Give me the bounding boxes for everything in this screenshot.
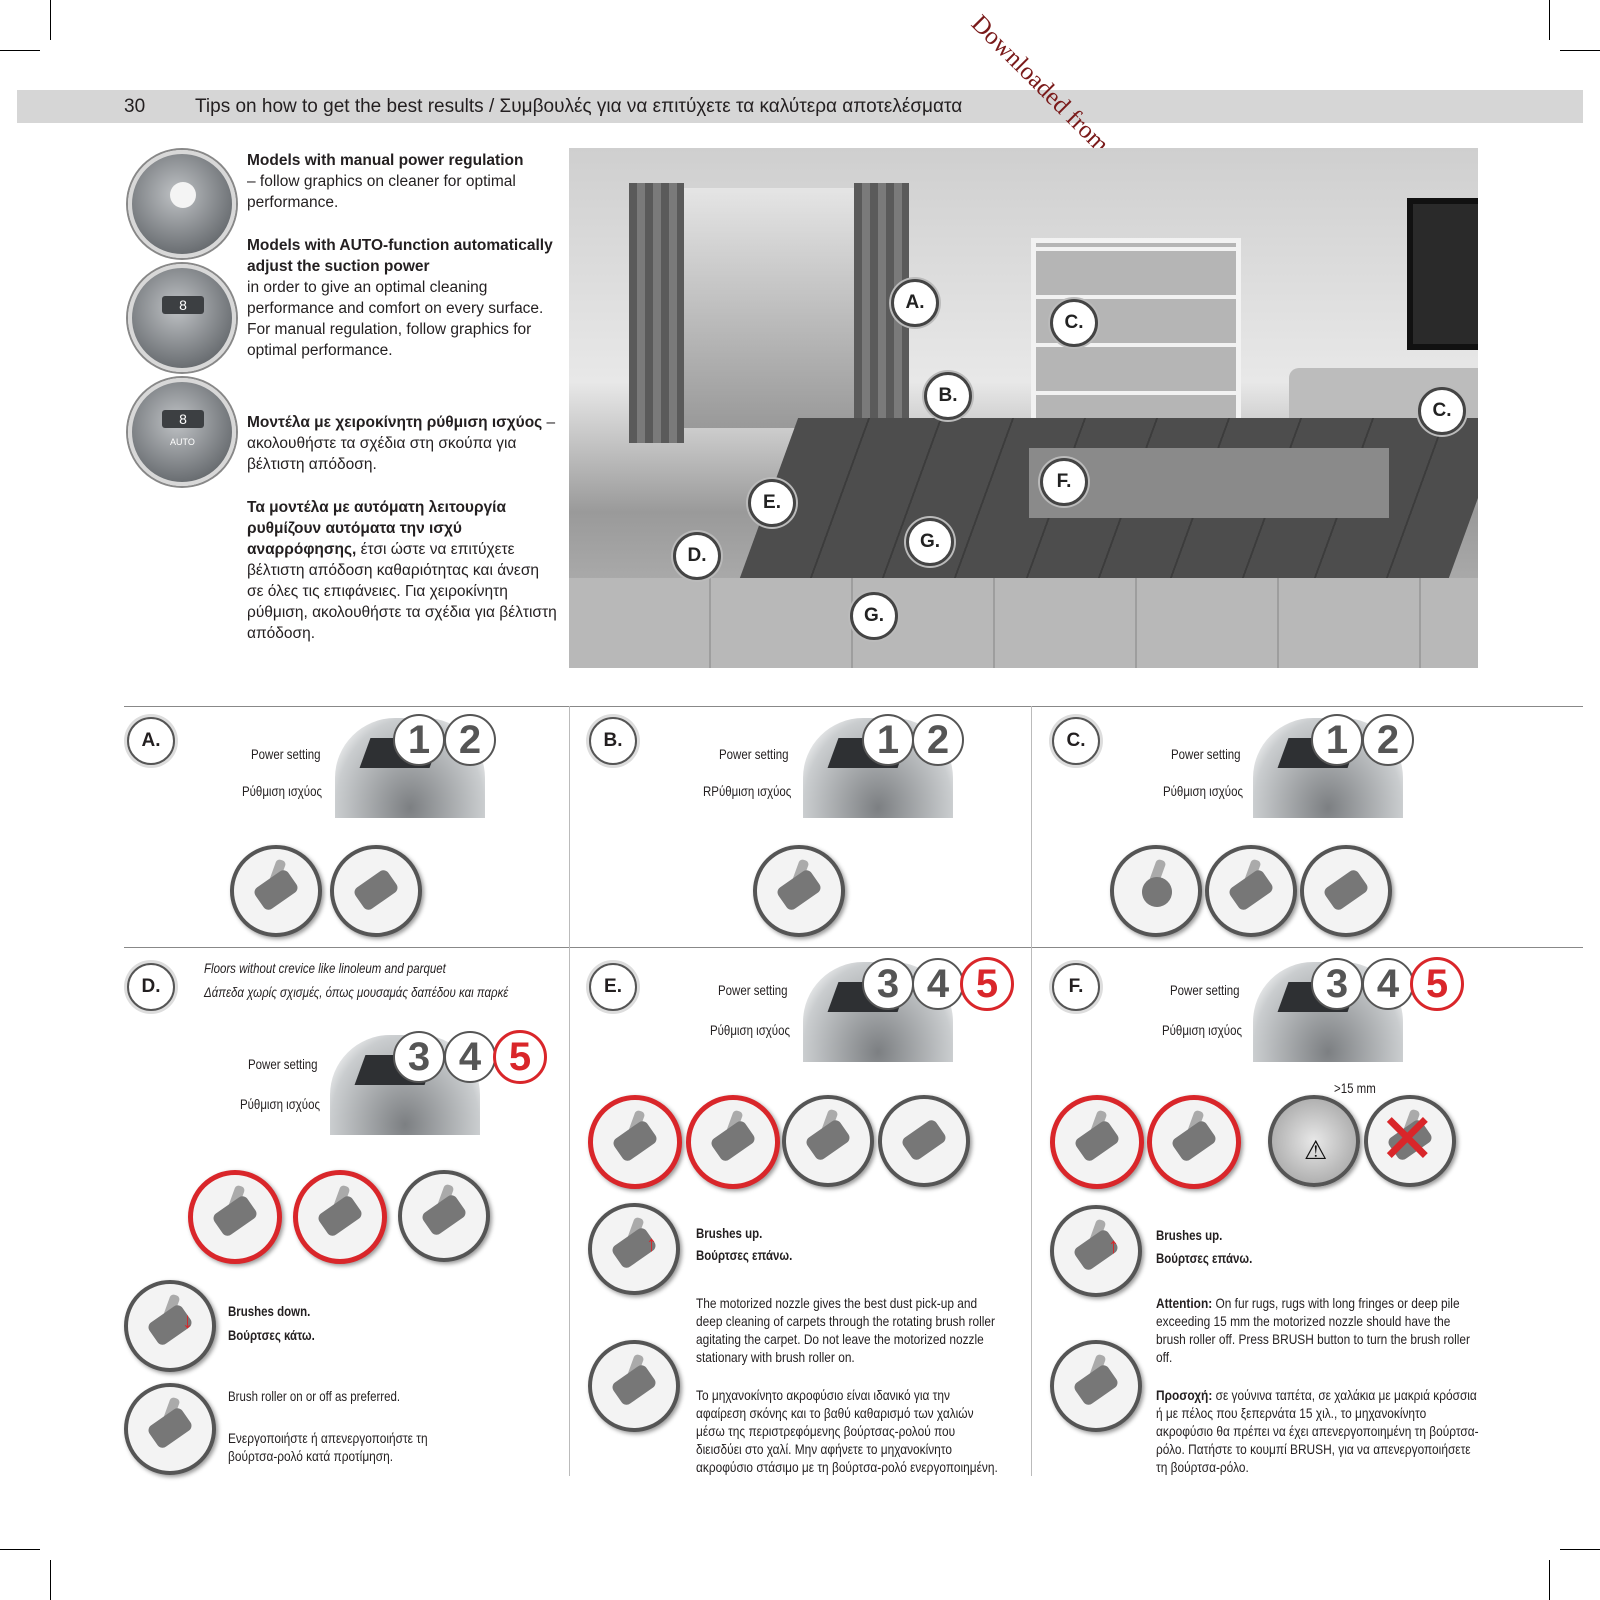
- power-number: 4: [444, 1031, 496, 1083]
- turbo-nozzle-tool-icon: [782, 1095, 874, 1187]
- room-marker-c: C.: [1050, 299, 1098, 347]
- motorized-nozzle-tool-icon: [588, 1095, 682, 1189]
- power-number-highlight: 5: [960, 957, 1014, 1011]
- power-number: 1: [393, 714, 445, 766]
- floor-nozzle-tool-icon: [1147, 1095, 1241, 1189]
- power-setting-label-gr: RΡύθμιση ισχύος: [703, 783, 792, 799]
- floor-nozzle-tool-icon: [293, 1170, 387, 1264]
- room-marker-g2: G.: [850, 592, 898, 640]
- crop-mark: [1560, 1549, 1600, 1550]
- page-title: Tips on how to get the best results / Συμβουλές για να επιτύχετε τα καλύτερα αποτελέσματα: [195, 96, 963, 117]
- brushes-instruction: Brushes up.: [696, 1225, 763, 1241]
- brush-roller-instruction-gr: Ενεργοποιήστε ή απενεργοποιήστε τη βούρτσα-ρολό κατά προτίμηση.: [228, 1430, 428, 1464]
- grid-divider: [124, 947, 1583, 948]
- section-letter-c: C.: [1052, 717, 1100, 765]
- power-number: 2: [912, 714, 964, 766]
- floor-nozzle-tool-icon: [686, 1095, 780, 1189]
- intro-gr-manual: Μοντέλα με χειροκίνητη ρύθμιση ισχύος – ακολουθήστε τα σχέδια στη σκούπα για βέλτιστη απόδοση.: [247, 414, 556, 473]
- room-illustration: [569, 148, 1478, 668]
- brushes-up-nozzle-icon: ↑: [588, 1203, 680, 1295]
- grid-divider: [569, 706, 570, 1476]
- round-brush-tool-icon: [1110, 845, 1202, 937]
- upholstery-nozzle-tool-icon: [753, 845, 845, 937]
- auto-control-panel-image: 8: [128, 264, 236, 372]
- brushes-instruction-gr: Βούρτσες επάνω.: [1156, 1250, 1253, 1266]
- motorized-nozzle-description: The motorized nozzle gives the best dust pick-up and deep cleaning of carpets through the rotating brush roller agitating the carpet. Do not leave the motorized nozzle stationary with brush roller on.: [696, 1295, 996, 1365]
- floors-description-gr: Δάπεδα χωρίς σχισμές, όπως μουσαμάς δαπέδου και παρκέ: [204, 984, 509, 1000]
- brushes-instruction-gr: Βούρτσες κάτω.: [228, 1327, 315, 1343]
- no-motorized-nozzle-icon: ✕: [1364, 1095, 1456, 1187]
- room-marker-e: E.: [748, 479, 796, 527]
- power-setting-label: Power setting: [251, 746, 321, 762]
- room-marker-g: G.: [906, 518, 954, 566]
- crevice-nozzle-tool-icon: [878, 1095, 970, 1187]
- grid-divider: [124, 706, 1583, 707]
- crop-mark: [0, 1549, 40, 1550]
- brush-roller-instruction: Brush roller on or off as preferred.: [228, 1388, 401, 1404]
- motorized-nozzle-description-gr: Το μηχανοκίνητο ακροφύσιο είναι ιδανικό για την αφαίρεση σκόνης και το βαθύ καθαρισμό των χαλιών μέσω της περιστρεφόμενης βούρτσας-ρολού που διεισδύει στο χαλί. Μην αφήνετε το μηχανοκίνητο ακροφύσιο στάσιμο με τη βούρτσα-ρολό ενεργοποιημένη.: [696, 1387, 998, 1475]
- motorized-nozzle-tool-icon: [1050, 1095, 1144, 1189]
- power-number-highlight: 5: [493, 1030, 547, 1084]
- room-marker-f: F.: [1040, 458, 1088, 506]
- power-number: 3: [393, 1031, 445, 1083]
- section-letter-b: B.: [589, 717, 637, 765]
- brushes-instruction: Brushes down.: [228, 1303, 311, 1319]
- crop-mark: [1549, 0, 1550, 40]
- deep-pile-rug-icon: ⚠: [1268, 1095, 1360, 1187]
- section-letter-e: E.: [589, 963, 637, 1011]
- crop-mark: [50, 1560, 51, 1600]
- power-number: 4: [912, 958, 964, 1010]
- power-setting-label: Power setting: [718, 982, 788, 998]
- power-number: 2: [1362, 714, 1414, 766]
- attention-text: Attention: On fur rugs, rugs with long fringes or deep pile exceeding 15 mm the motorized nozzle should have the brush roller off. Press BRUSH button to turn the brush roller off.: [1156, 1295, 1470, 1365]
- section-letter-f: F.: [1052, 963, 1100, 1011]
- dusting-brush-tool-icon: [1205, 845, 1297, 937]
- crop-mark: [50, 0, 51, 40]
- section-letter-d: D.: [127, 963, 175, 1011]
- power-setting-label-gr: Ρύθμιση ισχύος: [1163, 783, 1244, 799]
- brushes-instruction-gr: Βούρτσες επάνω.: [696, 1247, 793, 1263]
- crop-mark: [1560, 50, 1600, 51]
- power-setting-label-gr: Ρύθμιση ισχύος: [1162, 1022, 1243, 1038]
- power-setting-label-gr: Ρύθμιση ισχύος: [240, 1096, 321, 1112]
- room-marker-d: D.: [673, 532, 721, 580]
- attention-text-gr: Προσοχή: σε γούνινα ταπέτα, σε χαλάκια με μακριά κρόσσια ή με πέλος που ξεπερνάτα 15 χιλ., το μηχανοκίνητο ακροφύσιο θα πρέπει να έχει απενεργοποιημένη τη βούρτσα-ρόλο. Πατήστε το κουμπί BRUSH, για να απενεργοποιήσετε τη βούρτσα-ρόλο.: [1156, 1387, 1479, 1475]
- brushes-instruction: Brushes up.: [1156, 1227, 1223, 1243]
- motorized-nozzle-icon: [1050, 1340, 1142, 1432]
- power-number: 3: [1311, 958, 1363, 1010]
- grid-divider: [1031, 706, 1032, 1476]
- brush-roller-nozzle-icon: [124, 1383, 216, 1475]
- room-marker-c2: C.: [1418, 387, 1466, 435]
- power-number: 3: [862, 958, 914, 1010]
- power-number: 1: [862, 714, 914, 766]
- floors-description: Floors without crevice like linoleum and parquet: [204, 960, 446, 976]
- dusting-brush-tool-icon: [230, 845, 322, 937]
- manual-control-panel-image: [128, 150, 236, 258]
- intro-gr-auto: Τα μοντέλα με αυτόματη λειτουργία ρυθμίζουν αυτόματα την ισχύ αναρρόφησης, έτσι ώστε να επιτύχετε βέλτιστη απόδοση καθαριότητας και άνεση σε όλες τις επιφάνειες. Για χειροκίνητη ρύθμιση, ακολουθήστε τα σχέδια για βέλτιστη απόδοση.: [247, 499, 557, 642]
- pile-height-label: >15 mm: [1334, 1080, 1376, 1096]
- parquet-nozzle-tool-icon: [398, 1170, 490, 1262]
- room-marker-b: B.: [924, 372, 972, 420]
- crop-mark: [0, 50, 40, 51]
- power-number: 2: [444, 714, 496, 766]
- power-number: 4: [1362, 958, 1414, 1010]
- power-number: 1: [1311, 714, 1363, 766]
- brushes-up-nozzle-icon: ↑: [1050, 1205, 1142, 1297]
- brushes-down-nozzle-icon: ↓: [124, 1280, 216, 1372]
- power-setting-label-gr: Ρύθμιση ισχύος: [242, 783, 323, 799]
- power-setting-label: Power setting: [248, 1056, 318, 1072]
- motorized-nozzle-tool-icon: [188, 1170, 282, 1264]
- power-setting-label: Power setting: [1170, 982, 1240, 998]
- crevice-nozzle-tool-icon: [330, 845, 422, 937]
- crevice-nozzle-tool-icon: [1300, 845, 1392, 937]
- power-setting-label: Power setting: [719, 746, 789, 762]
- auto-display-panel-image: 8 AUTO: [128, 378, 236, 486]
- intro-en-manual: Models with manual power regulation – follow graphics on cleaner for optimal performance.: [247, 152, 524, 211]
- crop-mark: [1549, 1560, 1550, 1600]
- section-letter-a: A.: [127, 717, 175, 765]
- intro-en-auto: Models with AUTO-function automatically adjust the suction power in order to give an optimal cleaning performance and comfort on every surface. For manual regulation, follow graphics for optimal performance.: [247, 237, 553, 359]
- page-number: 30: [124, 96, 146, 117]
- power-number-highlight: 5: [1410, 957, 1464, 1011]
- room-marker-a: A.: [891, 279, 939, 327]
- power-setting-label: Power setting: [1171, 746, 1241, 762]
- power-setting-label-gr: Ρύθμιση ισχύος: [710, 1022, 791, 1038]
- motorized-nozzle-icon: [588, 1340, 680, 1432]
